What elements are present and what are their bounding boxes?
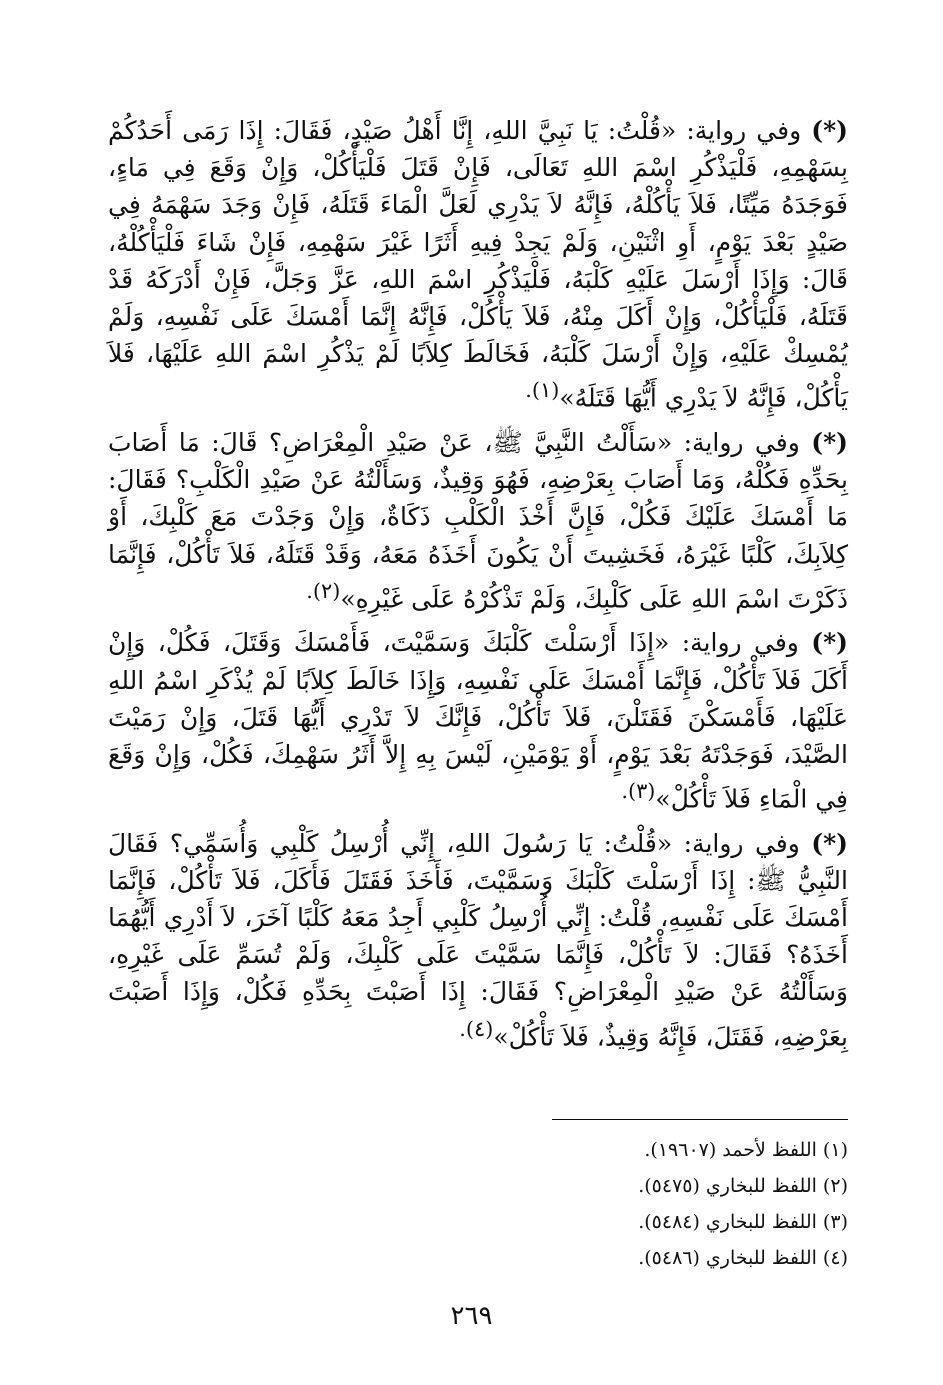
main-text (108, 112, 848, 1062)
paragraph-marker: (*) (811, 828, 848, 858)
paragraph-marker: (*) (811, 427, 848, 457)
footnote-ref: (٤). (459, 1016, 494, 1041)
footnote-ref: (٢). (306, 578, 341, 603)
footnote-1: (١) اللفظ لأحمد (١٩٦٠٧). (644, 1139, 848, 1161)
page-number: ٢٦٩ (450, 1301, 493, 1331)
paragraph-marker: (*) (811, 628, 848, 658)
hadith-paragraph-3 (108, 624, 848, 817)
hadith-paragraph-1 (108, 112, 848, 417)
paragraph-text: وفي رواية: «قُلْتُ: يَا نَبِيَّ اللهِ، إِنَّا أَهْلُ صَيْدٍ، فَقَالَ: إِذَا رَمَى أَحَدُكُمْ بِسَهْمِهِ، فَلْيَذْكُرِ اسْمَ اللهِ تَعَالَى، فَإِنْ قَتَلَ فَلْيَأْكُلْ، وَإِنْ وَقَعَ فِي مَاءٍ، فَوَجَدَهُ مَيِّتًا، فَلاَ يَأْكُلْهُ، فَإِنَّهُ لاَ يَدْرِي لَعَلَّ الْمَاءَ قَتَلَهُ، فَإِنْ وَجَدَ سَهْمَهُ فِي صَيْدٍ بَعْدَ يَوْمٍ، أَوِ اثْنَيْنِ، وَلَمْ يَجِدْ فِيهِ أَثَرًا غَيْرَ سَهْمِهِ، فَإِنْ شَاءَ فَلْيَأْكُلْهُ، قَالَ: وَإِذَا أَرْسَلَ عَلَيْهِ كَلْبَهُ، فَلْيَذْكُرِ اسْمَ اللهِ، عَزَّ وَجَلَّ، فَإِنْ أَدْرَكَهُ قَدْ قَتَلَهُ، فَلْيَأْكُلْ، وَإِنْ أَكَلَ مِنْهُ، فَلاَ يَأْكُلْ، فَإِنَّهُ إِنَّمَا أَمْسَكَ عَلَى نَفْسِهِ، وَلَمْ يُمْسِكْ عَلَيْهِ، وَإِنْ أَرْسَلَ كَلْبَهُ، فَخَالَطَ كِلاَبًا لَمْ يَذْكُرِ اسْمَ اللهِ عَلَيْهَا، فَلاَ يَأْكُلْ، فَإِنَّهُ لاَ يَدْرِي أَيُّهَا قَتَلَهُ» (108, 116, 848, 413)
footnote-3: (٣) اللفظ للبخاري (٥٤٨٤). (638, 1211, 848, 1233)
paragraph-text: وفي رواية: «سَأَلْتُ النَّبِيَّ ﷺ، عَنْ صَيْدِ الْمِعْرَاضِ؟ قَالَ: مَا أَصَابَ بِحَدِّهِ فَكُلْهُ، وَمَا أَصَابَ بِعَرْضِهِ، فَهُوَ وَقِيذٌ، وَسَأَلْتُهُ عَنْ صَيْدِ الْكَلْبِ؟ فَقَالَ: مَا أَمْسَكَ عَلَيْكَ فَكُلْ، فَإِنَّ أَخْذَ الْكَلْبِ ذَكَاةٌ، وَإِنْ وَجَدْتَ مَعَ كَلْبِكَ، أَوْ كِلاَبِكَ، كَلْبًا غَيْرَهُ، فَخَشِيتَ أَنْ يَكُونَ أَخَذَهُ مَعَهُ، وَقَدْ قَتَلَهُ، فَلاَ تَأْكُلْ، فَإِنَّمَا ذَكَرْتَ اسْمَ اللهِ عَلَى كَلْبِكَ، وَلَمْ تَذْكُرْهُ عَلَى غَيْرِهِ» (108, 427, 848, 614)
footnote-2: (٢) اللفظ للبخاري (٥٤٧٥). (638, 1175, 848, 1197)
footnote-ref: (١). (525, 378, 560, 403)
paragraph-marker: (*) (811, 116, 848, 145)
paragraph-text: وفي رواية: «قُلْتُ: يَا رَسُولَ اللهِ، إِنِّي أُرْسِلُ كَلْبِي وَأُسَمِّي؟ فَقَالَ النَّبِيُّ ﷺ: إِذَا أَرْسَلْتَ كَلْبَكَ وَسَمَّيْتَ، فَأَخَذَ فَقَتَلَ فَأَكَلَ، فَلاَ تَأْكُلْ، فَإِنَّمَا أَمْسَكَ عَلَى نَفْسِهِ، قُلْتُ: إِنِّي أُرْسِلُ كَلْبِي أَجِدُ مَعَهُ كَلْبًا آخَرَ، لاَ أَدْرِي أَيُّهُمَا أَخَذَهُ؟ فَقَالَ: لاَ تَأْكُلْ، فَإِنَّمَا سَمَّيْتَ عَلَى كَلْبِكَ، وَلَمْ تُسَمِّ عَلَى غَيْرِهِ، وَسَأَلْتُهُ عَنْ صَيْدِ الْمِعْرَاضِ؟ فَقَالَ: إِذَا أَصَبْتَ بِحَدِّهِ فَكُلْ، وَإِذَا أَصَبْتَ بِعَرْضِهِ، فَقَتَلَ، فَإِنَّهُ وَقِيذٌ، فَلاَ تَأْكُلْ» (108, 828, 848, 1051)
footnote-ref: (٣). (621, 779, 656, 804)
footnotes (400, 1132, 848, 1276)
hadith-paragraph-4 (108, 825, 848, 1056)
footnote-divider (552, 1119, 848, 1120)
paragraph-text: وفي رواية: «إِذَا أَرْسَلْتَ كَلْبَكَ وَسَمَّيْتَ، فَأَمْسَكَ وَقَتَلَ، فَكُلْ، وَإِنْ أَكَلَ فَلاَ تَأْكُلْ، فَإِنَّمَا أَمْسَكَ عَلَى نَفْسِهِ، وَإِذَا خَالَطَ كِلاَبًا لَمْ يُذْكَرِ اسْمُ اللهِ عَلَيْهَا، فَأَمْسَكْنَ فَقَتَلْنَ، فَلاَ تَأْكُلْ، فَإِنَّكَ لاَ تَدْرِي أَيُّهَا قَتَلَ، وَإِنْ رَمَيْتَ الصَّيْدَ، فَوَجَدْتَهُ بَعْدَ يَوْمٍ، أَوْ يَوْمَيْنِ، لَيْسَ بِهِ إِلاَّ أَثَرُ سَهْمِكَ، فَكُلْ، وَإِنْ وَقَعَ فِي الْمَاءِ فَلاَ تَأْكُلْ» (108, 628, 848, 814)
hadith-paragraph-2 (108, 424, 848, 617)
footnote-4: (٤) اللفظ للبخاري (٥٤٨٦). (638, 1247, 848, 1269)
